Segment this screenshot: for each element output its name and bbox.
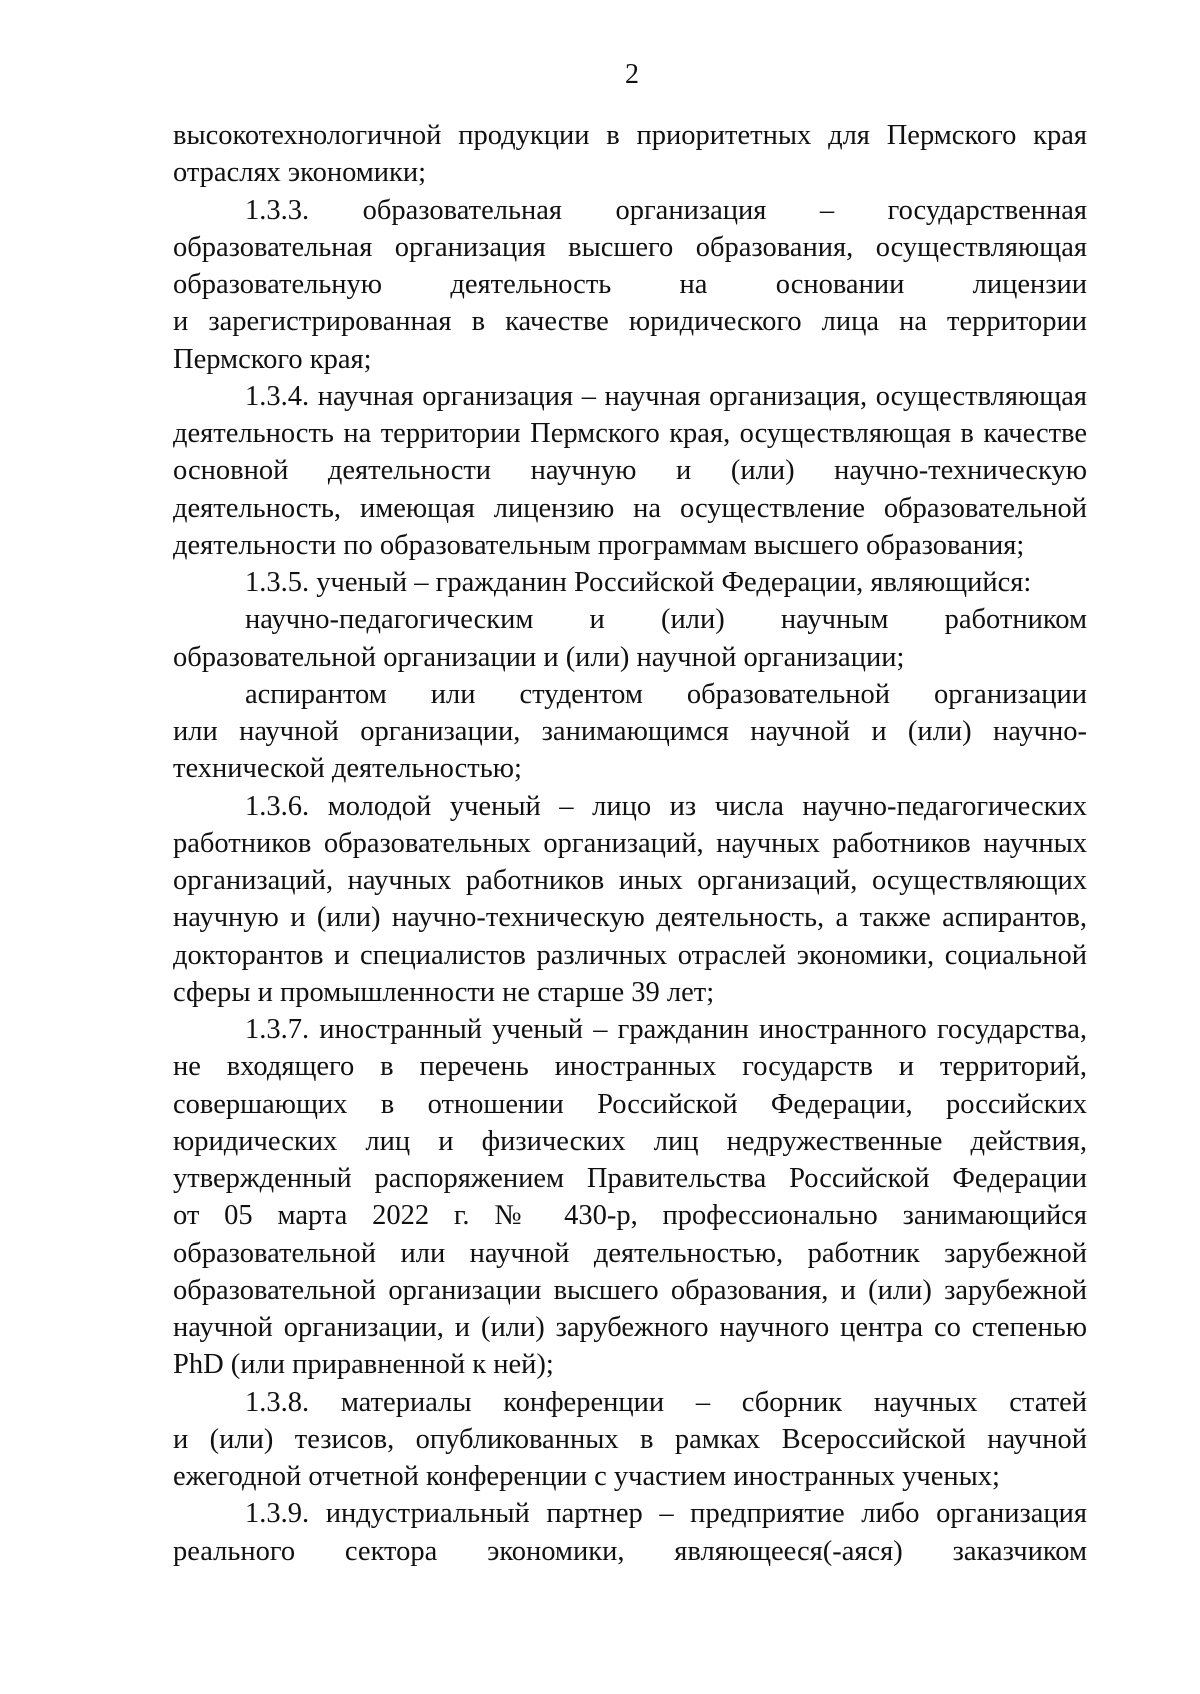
text-line: работников образовательных организаций, научных работников научных [173,827,1087,859]
text-line: основной деятельности научную и (или) научно-техническую [173,455,1087,487]
text-line: реального сектора экономики, являющееся(-аяся) заказчиком [173,1535,1087,1567]
text-line: совершающих в отношении Российской Федерации, российских [173,1088,1087,1120]
text-line: образовательной организации высшего образования, и (или) зарубежной [173,1274,1087,1306]
text-line: образовательная организация высшего образования, осуществляющая [173,231,1087,263]
text-line: или научной организации, занимающимся научной и (или) научно- [173,716,1087,747]
text-line: 1.3.9. индустриальный партнер – предприятие либо организация [245,1498,1087,1530]
text-line: 1.3.5. ученый – гражданин Российской Федерации, являющийся: [245,567,1032,598]
document-body [173,117,1087,1570]
page-number: 2 [625,59,639,90]
text-line: высокотехнологичной продукции в приоритетных для Пермского края [173,120,1087,151]
text-line: ежегодной отчетной конференции с участием иностранных ученых; [173,1461,1000,1492]
text-line: аспирантом или студентом образовательной организации [245,678,1087,710]
text-line: утвержденный распоряжением Правительства Российской Федерации [173,1163,1087,1194]
text-line: образовательную деятельность на основании лицензии [173,269,1087,300]
text-line: не входящего в перечень иностранных государств и территорий, [173,1051,1087,1083]
text-line: деятельность, имеющая лицензию на осуществление образовательной [173,492,1087,524]
text-line: научной организации, и (или) зарубежного научного центра со степенью [173,1312,1087,1343]
text-line: деятельность на территории Пермского края, осуществляющая в качестве [173,418,1087,449]
text-line: 1.3.8. материалы конференции – сборник научных статей [245,1386,1087,1418]
text-line: PhD (или приравненной к ней); [173,1349,554,1381]
text-line: деятельности по образовательным программам высшего образования; [173,529,1025,561]
text-line: отраслях экономики; [173,157,427,189]
text-line: образовательной или научной деятельностью, работник зарубежной [173,1237,1087,1269]
text-line: 1.3.3. образовательная организация – государственная [245,194,1087,226]
text-line: научно-педагогическим и (или) научным работником [245,604,1087,636]
text-line: и (или) тезисов, опубликованных в рамках Всероссийской научной [173,1423,1087,1455]
text-line: Пермского края; [173,343,372,375]
text-line: юридических лиц и физических лиц недружественные действия, [173,1125,1087,1157]
text-line: сферы и промышленности не старше 39 лет; [173,976,715,1008]
text-line: образовательной организации и (или) научной организации; [173,641,905,673]
text-line: организаций, научных работников иных организаций, осуществляющих [173,865,1087,896]
text-line: и зарегистрированная в качестве юридического лица на территории [173,306,1087,338]
text-line: докторантов и специалистов различных отраслей экономики, социальной [173,939,1087,971]
text-line: технической деятельностью; [173,753,522,785]
text-line: 1.3.4. научная организация – научная организация, осуществляющая [245,380,1087,412]
text-line: 1.3.7. иностранный ученый – гражданин иностранного государства, [245,1014,1087,1045]
text-line: от 05 марта 2022 г. № 430-р, профессионально занимающийся [173,1200,1087,1232]
text-line: научную и (или) научно-техническую деятельность, а также аспирантов, [173,902,1087,934]
text-line: 1.3.6. молодой ученый – лицо из числа научно-педагогических [245,790,1087,822]
